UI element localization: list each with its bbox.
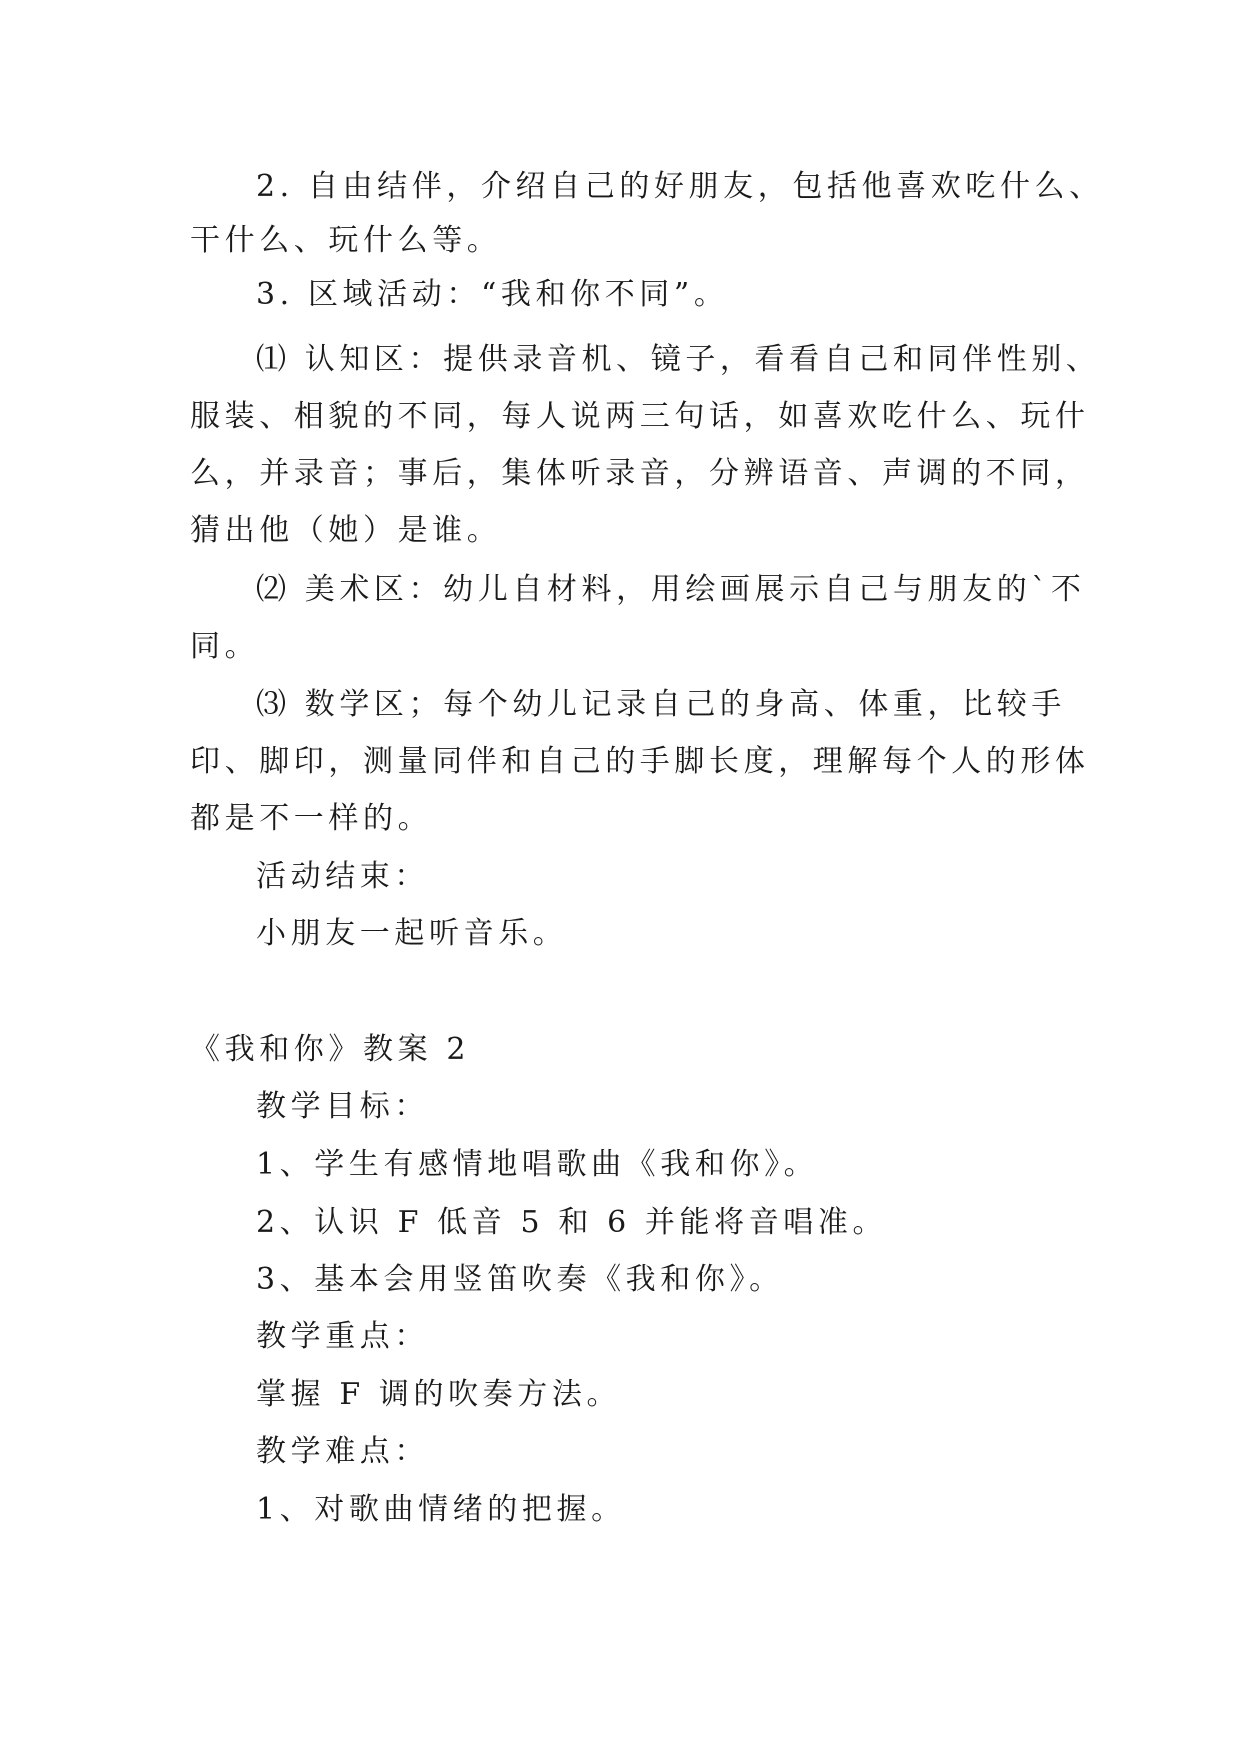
paragraph-sub1-line3: 么，并录音；事后，集体听录音，分辨语音、声调的不同， xyxy=(190,456,1090,491)
paragraph-item2-line2: 干什么、玩什么等。 xyxy=(190,223,502,258)
goal-item-1: 1、学生有感情地唱歌曲《我和你》。 xyxy=(256,1147,819,1182)
key-point-heading: 教学重点： xyxy=(256,1319,429,1354)
activity-end-text: 小朋友一起听音乐。 xyxy=(256,916,568,951)
paragraph-sub3-line3: 都是不一样的。 xyxy=(190,801,433,836)
difficulty-heading: 教学难点： xyxy=(256,1434,429,1469)
goal-item-3: 3、基本会用竖笛吹奏《我和你》。 xyxy=(256,1262,784,1297)
goals-heading: 教学目标： xyxy=(256,1089,429,1124)
paragraph-item3: 3. 区域活动：“我和你不同”。 xyxy=(256,277,729,312)
paragraph-sub1-line2: 服装、相貌的不同，每人说两三句话，如喜欢吃什么、玩什 xyxy=(190,399,1090,434)
goal-item-2: 2、认识 F 低音 5 和 6 并能将音唱准。 xyxy=(256,1205,888,1240)
paragraph-sub1-line4: 猜出他（她）是谁。 xyxy=(190,513,502,548)
paragraph-sub3-line1: ⑶ 数学区；每个幼儿记录自己的身高、体重，比较手 xyxy=(256,687,1066,722)
paragraph-sub2-line2: 同。 xyxy=(190,629,260,664)
paragraph-item2-line1: 2. 自由结伴，介绍自己的好朋友，包括他喜欢吃什么、 xyxy=(256,169,1104,204)
paragraph-sub2-line1: ⑵ 美术区：幼儿自材料，用绘画展示自己与朋友的`不 xyxy=(256,572,1086,607)
paragraph-sub3-line2: 印、脚印，测量同伴和自己的手脚长度，理解每个人的形体 xyxy=(190,744,1090,779)
key-point-text: 掌握 F 调的吹奏方法。 xyxy=(256,1377,622,1412)
difficulty-item-1: 1、对歌曲情绪的把握。 xyxy=(256,1492,626,1527)
section-title: 《我和你》教案 2 xyxy=(190,1032,471,1067)
activity-end-heading: 活动结束： xyxy=(256,859,429,894)
paragraph-sub1-line1: ⑴ 认知区：提供录音机、镜子，看看自己和同伴性别、 xyxy=(256,342,1101,377)
